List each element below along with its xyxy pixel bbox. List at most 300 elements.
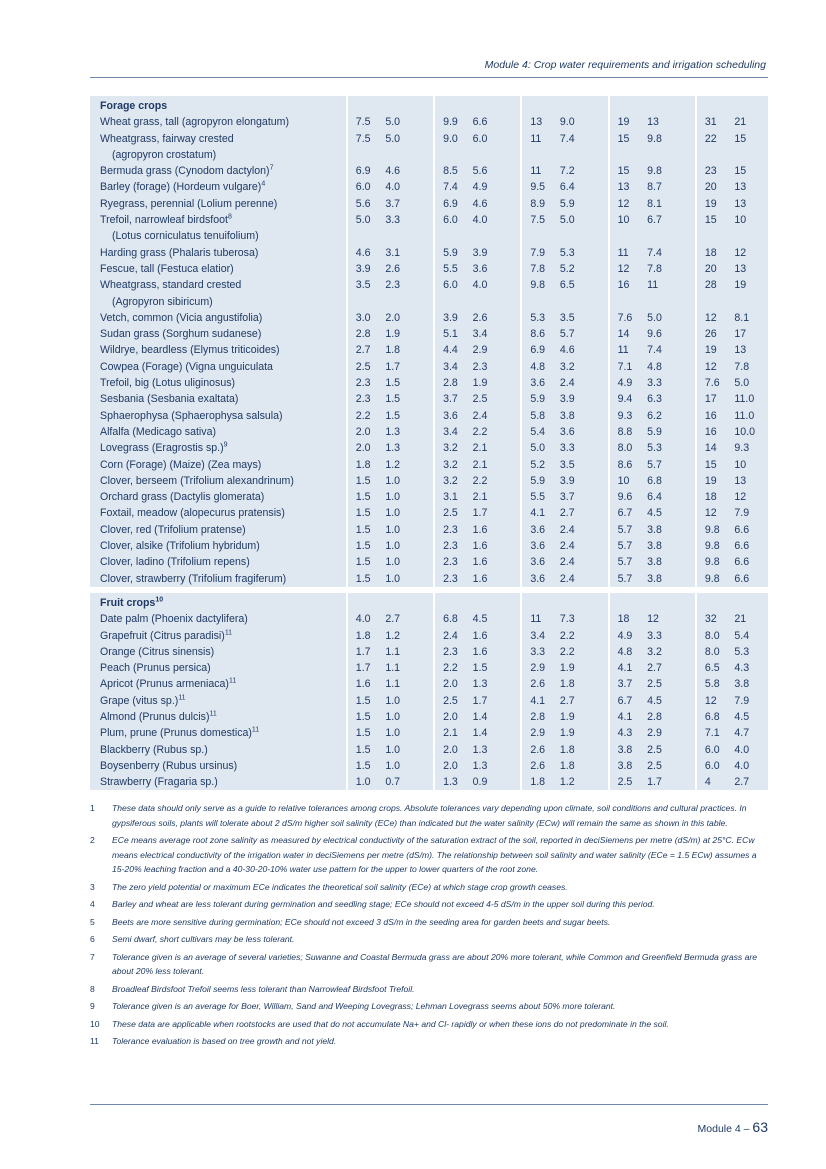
tolerance-value: 2.0	[435, 709, 473, 725]
tolerance-value: 3.5	[348, 277, 386, 310]
tolerance-value: 2.1	[473, 457, 523, 473]
table-row	[90, 611, 768, 627]
tolerance-value: 12	[734, 489, 768, 505]
tolerance-value: 9.8	[697, 554, 735, 570]
tolerance-value: 1.5	[348, 489, 386, 505]
tolerance-value: 1.6	[473, 554, 523, 570]
tolerance-value: 6.0	[473, 131, 523, 164]
tolerance-value: 1.0	[385, 505, 435, 521]
tolerance-value: 4.4	[435, 342, 473, 358]
tolerance-value: 5.3	[647, 440, 697, 456]
footnote	[90, 1034, 768, 1049]
tolerance-value: 4.9	[473, 179, 523, 195]
tolerance-value: 1.6	[473, 522, 523, 538]
tolerance-value: 5.7	[647, 457, 697, 473]
tolerance-value: 3.3	[385, 212, 435, 245]
tolerance-value: 1.3	[473, 742, 523, 758]
tolerance-value: 13	[610, 179, 648, 195]
footnote-ref: 9	[223, 441, 228, 449]
tolerance-value: 32	[697, 611, 735, 627]
tolerance-value: 26	[697, 326, 735, 342]
table-row	[90, 359, 768, 375]
tolerance-value: 20	[697, 179, 735, 195]
tolerance-value: 1.1	[385, 660, 435, 676]
tolerance-value: 3.7	[610, 676, 648, 692]
tolerance-value: 3.0	[348, 310, 386, 326]
tolerance-value: 1.5	[385, 408, 435, 424]
table-row	[90, 114, 768, 130]
tolerance-value: 1.0	[385, 709, 435, 725]
crop-name	[90, 660, 348, 676]
footnote-ref: 11	[224, 628, 233, 636]
tolerance-value: 1.9	[560, 725, 610, 741]
tolerance-value: 6.9	[348, 163, 386, 179]
tolerance-value: 3.8	[560, 408, 610, 424]
tolerance-value: 3.8	[610, 742, 648, 758]
crop-name-text: Blackberry (Rubus sp.)	[100, 743, 208, 756]
tolerance-value: 2.0	[435, 676, 473, 692]
crop-name-text: Almond (Prunus dulcis)	[100, 710, 210, 723]
tolerance-value: 3.8	[647, 571, 697, 587]
crop-name-text: Orange (Citrus sinensis)	[100, 645, 215, 658]
tolerance-value: 2.4	[560, 375, 610, 391]
table-row	[90, 676, 768, 692]
tolerance-value: 3.7	[435, 391, 473, 407]
tolerance-value: 3.6	[560, 424, 610, 440]
tolerance-value: 5.0	[734, 375, 768, 391]
tolerance-value: 5.1	[435, 326, 473, 342]
tolerance-value: 5.9	[435, 245, 473, 261]
footnote	[90, 801, 768, 830]
footnote-text: These data are applicable when rootstocks are used that do not accumulate Na+ and Cl- rapidly or when these ions do not predominate in the soil.	[112, 1018, 669, 1029]
table-row	[90, 489, 768, 505]
tolerance-value: 6.7	[610, 505, 648, 521]
tolerance-value: 1.6	[473, 628, 523, 644]
tolerance-value: 1.5	[348, 554, 386, 570]
crop-name-text: Date palm (Phoenix dactylifera)	[100, 613, 248, 626]
tolerance-value: 1.8	[348, 457, 386, 473]
table-row	[90, 196, 768, 212]
tolerance-value: 2.4	[435, 628, 473, 644]
tolerance-value: 2.0	[435, 758, 473, 774]
tolerance-value: 1.5	[348, 505, 386, 521]
tolerance-value: 1.0	[348, 774, 386, 790]
crop-name-cont: (agropyron crostatum)	[112, 148, 217, 161]
crop-name	[90, 611, 348, 627]
tolerance-value: 1.7	[473, 505, 523, 521]
tolerance-value: 13	[734, 179, 768, 195]
tolerance-value: 6.0	[435, 212, 473, 245]
crop-name-cont: (Lotus corniculatus tenuifolium)	[112, 230, 259, 243]
tolerance-value: 1.8	[522, 774, 560, 790]
tolerance-value: 31	[697, 114, 735, 130]
tolerance-value: 1.8	[560, 758, 610, 774]
tolerance-value: 3.9	[473, 245, 523, 261]
table-row	[90, 375, 768, 391]
tolerance-value: 2.5	[647, 758, 697, 774]
crop-name-text: Corn (Forage) (Maize) (Zea mays)	[100, 458, 262, 471]
table-row	[90, 212, 768, 245]
tolerance-value: 3.2	[435, 473, 473, 489]
crop-name	[90, 359, 348, 375]
tolerance-value: 7.8	[734, 359, 768, 375]
tolerance-value: 1.6	[473, 571, 523, 587]
tolerance-value: 4.9	[610, 628, 648, 644]
tolerance-value: 1.8	[560, 742, 610, 758]
tolerance-value: 3.9	[560, 473, 610, 489]
crop-name	[90, 505, 348, 521]
tolerance-value: 2.6	[522, 676, 560, 692]
tolerance-value: 5.3	[522, 310, 560, 326]
tolerance-value: 9.8	[647, 131, 697, 164]
tolerance-value: 3.8	[647, 538, 697, 554]
tolerance-value: 8.1	[647, 196, 697, 212]
tolerance-value: 4.8	[647, 359, 697, 375]
crop-name-text: Orchard grass (Dactylis glomerata)	[100, 491, 265, 504]
table-row	[90, 310, 768, 326]
tolerance-value: 5.7	[560, 326, 610, 342]
tolerance-value: 3.4	[522, 628, 560, 644]
tolerance-value: 1.7	[348, 660, 386, 676]
tolerance-value: 4.5	[647, 693, 697, 709]
crop-name	[90, 742, 348, 758]
tolerance-value: 5.0	[647, 310, 697, 326]
tolerance-value: 9.8	[697, 522, 735, 538]
crop-name	[90, 693, 348, 709]
tolerance-value: 8.1	[734, 310, 768, 326]
crop-name-text: Grapefruit (Citrus paradisi)	[100, 629, 225, 642]
tolerance-value: 1.5	[348, 571, 386, 587]
crop-name-text: Harding grass (Phalaris tuberosa)	[100, 246, 259, 259]
tolerance-value: 16	[697, 424, 735, 440]
tolerance-value: 14	[610, 326, 648, 342]
tolerance-value: 9.9	[435, 114, 473, 130]
tolerance-value: 6.6	[734, 554, 768, 570]
tolerance-value: 5.7	[610, 571, 648, 587]
tolerance-value: 3.6	[522, 571, 560, 587]
tolerance-value: 2.8	[522, 709, 560, 725]
tolerance-value: 9.6	[647, 326, 697, 342]
tolerance-value: 7.5	[348, 114, 386, 130]
tolerance-value: 8.8	[610, 424, 648, 440]
tolerance-value: 15	[734, 163, 768, 179]
crop-tolerance-table	[90, 96, 768, 790]
footnote-text: Broadleaf Birdsfoot Trefoil seems less tolerant than Narrowleaf Birdsfoot Trefoil.	[112, 983, 415, 994]
crop-name-text: Cowpea (Forage) (Vigna unguiculata	[100, 360, 273, 373]
crop-name	[90, 163, 348, 179]
tolerance-value: 1.9	[473, 375, 523, 391]
tolerance-value: 2.2	[560, 628, 610, 644]
crop-name-text: Wheatgrass, fairway crested	[100, 132, 234, 145]
tolerance-value: 9.8	[697, 571, 735, 587]
tolerance-value: 1.0	[385, 489, 435, 505]
tolerance-value: 9.8	[697, 538, 735, 554]
tolerance-value: 12	[697, 310, 735, 326]
tolerance-value: 18	[697, 489, 735, 505]
tolerance-value: 1.9	[560, 660, 610, 676]
section-header	[90, 593, 768, 611]
tolerance-value: 2.5	[473, 391, 523, 407]
crop-name	[90, 774, 348, 790]
tolerance-value: 6.3	[647, 391, 697, 407]
tolerance-value: 6.5	[697, 660, 735, 676]
tolerance-value: 16	[610, 277, 648, 310]
tolerance-value: 1.9	[560, 709, 610, 725]
tolerance-value: 4.5	[734, 709, 768, 725]
crop-name	[90, 709, 348, 725]
footnote-text: Beets are more sensitive during germination; ECe should not exceed 3 dS/m in the seeding area for garden beets and sugar beets.	[112, 916, 611, 927]
tolerance-value: 5.9	[647, 424, 697, 440]
crop-name	[90, 644, 348, 660]
tolerance-value: 13	[522, 114, 560, 130]
tolerance-value: 1.1	[385, 676, 435, 692]
tolerance-value: 5.2	[522, 457, 560, 473]
footnote-number: 10	[90, 1018, 100, 1029]
footnote-number: 5	[90, 916, 95, 927]
footnote-ref: 11	[251, 726, 260, 734]
table-row	[90, 342, 768, 358]
tolerance-value: 9.3	[610, 408, 648, 424]
tolerance-value: 19	[697, 342, 735, 358]
tolerance-value: 2.2	[473, 424, 523, 440]
crop-name-text: Foxtail, meadow (alopecurus pratensis)	[100, 507, 285, 520]
tolerance-value: 19	[734, 277, 768, 310]
tolerance-value: 2.7	[560, 693, 610, 709]
footnote-number: 6	[90, 934, 95, 944]
tolerance-value: 1.8	[385, 342, 435, 358]
tolerance-value: 8.6	[610, 457, 648, 473]
tolerance-value: 9.5	[522, 179, 560, 195]
tolerance-value: 6.7	[610, 693, 648, 709]
tolerance-value: 2.5	[348, 359, 386, 375]
table-row	[90, 538, 768, 554]
table-row	[90, 277, 768, 310]
tolerance-value: 6.6	[734, 538, 768, 554]
tolerance-value: 4.8	[610, 644, 648, 660]
tolerance-value: 5.2	[560, 261, 610, 277]
tolerance-value: 21	[734, 114, 768, 130]
tolerance-value: 2.3	[348, 391, 386, 407]
tolerance-value: 0.7	[385, 774, 435, 790]
footnote-text: Tolerance evaluation is based on tree growth and not yield.	[112, 1036, 337, 1046]
tolerance-value: 13	[734, 342, 768, 358]
tolerance-value: 7.4	[560, 131, 610, 164]
table-row	[90, 693, 768, 709]
tolerance-value: 1.6	[473, 538, 523, 554]
tolerance-value: 19	[697, 196, 735, 212]
tolerance-value: 4.9	[610, 375, 648, 391]
tolerance-value: 2.3	[348, 375, 386, 391]
footnote-number: 11	[90, 1036, 99, 1046]
tolerance-value: 2.3	[435, 571, 473, 587]
crop-name-text: Sphaerophysa (Sphaerophysa salsula)	[100, 409, 283, 422]
crop-name	[90, 212, 348, 245]
crop-name	[90, 179, 348, 195]
tolerance-value: 2.0	[435, 742, 473, 758]
crop-name	[90, 375, 348, 391]
table-row	[90, 774, 768, 790]
tolerance-value: 6.0	[348, 179, 386, 195]
crop-name	[90, 342, 348, 358]
crop-name-text: Sudan grass (Sorghum sudanese)	[100, 328, 262, 341]
crop-name-text: Wheatgrass, standard crested	[100, 279, 242, 292]
footnote-text: Semi dwarf, short cultivars may be less tolerant.	[112, 934, 295, 944]
tolerance-value: 8.0	[610, 440, 648, 456]
tolerance-value: 18	[610, 611, 648, 627]
crop-name	[90, 725, 348, 741]
tolerance-value: 17	[734, 326, 768, 342]
tolerance-value: 15	[734, 131, 768, 164]
tolerance-value: 15	[610, 163, 648, 179]
tolerance-value: 3.6	[435, 408, 473, 424]
tolerance-value: 6.5	[560, 277, 610, 310]
tolerance-value: 12	[697, 693, 735, 709]
crop-name	[90, 131, 348, 164]
tolerance-value: 11	[522, 163, 560, 179]
tolerance-value: 2.7	[734, 774, 768, 790]
tolerance-value: 3.8	[647, 554, 697, 570]
tolerance-value: 2.7	[647, 660, 697, 676]
tolerance-value: 5.0	[385, 131, 435, 164]
tolerance-value: 5.8	[697, 676, 735, 692]
footnote-text: These data should only serve as a guide to relative tolerances among crops. Absolute tolerances vary depending upon climate, soil conditions and cultural practices. In gypsiferous soils, plants will tolerate about 2 dS/m higher soil salinity (ECe) than indicated but the water salinity (ECw) will remain the same as shown in this table.	[112, 803, 747, 828]
crop-name-text: Lovegrass (Eragrostis sp.)	[100, 442, 224, 455]
tolerance-value: 5.0	[348, 212, 386, 245]
tolerance-value: 6.8	[647, 473, 697, 489]
crop-name-cont: (Agropyron sibiricum)	[112, 295, 213, 308]
crop-name-text: Apricot (Prunus armeniaca)	[100, 678, 229, 691]
tolerance-value: 2.5	[435, 505, 473, 521]
crop-name	[90, 261, 348, 277]
tolerance-value: 4.3	[734, 660, 768, 676]
tolerance-value: 11	[522, 131, 560, 164]
crop-name-text: Clover, alsike (Trifolium hybridum)	[100, 540, 260, 553]
tolerance-value: 3.3	[522, 644, 560, 660]
footnote-text: ECe means average root zone salinity as measured by electrical conductivity of the saturation extract of the soil, reported in deciSiemens per metre (dS/m) at 25°C. ECw means electrical conductivity of the irrigation water in deciSiemens per metre (dS/m). The relationship between soil salinity and water salinity (ECe = 1.5 ECw) assumes a 15-20% leaching fraction and a 40-30-20-10% water use pattern for the upper to lower quarters of the root zone.	[112, 835, 757, 874]
tolerance-value: 2.3	[435, 522, 473, 538]
tolerance-value: 4.7	[734, 725, 768, 741]
table-row	[90, 505, 768, 521]
footnote-text: Barley and wheat are less tolerant during germination and seedling stage; ECe should not exceed 4-5 dS/m in the upper soil during this period.	[112, 899, 655, 909]
tolerance-value: 3.2	[560, 359, 610, 375]
table-row	[90, 424, 768, 440]
tolerance-value: 12	[610, 261, 648, 277]
tolerance-value: 5.6	[348, 196, 386, 212]
tolerance-value: 1.2	[385, 457, 435, 473]
tolerance-value: 9.4	[610, 391, 648, 407]
page-number: 63	[752, 1119, 768, 1135]
tolerance-value: 3.5	[560, 457, 610, 473]
tolerance-value: 5.6	[473, 163, 523, 179]
tolerance-value: 4.6	[348, 245, 386, 261]
footnote-ref: 11	[178, 694, 186, 702]
crop-name-text: Boysenberry (Rubus ursinus)	[100, 759, 238, 772]
tolerance-value: 7.6	[610, 310, 648, 326]
tolerance-value: 22	[697, 131, 735, 164]
crop-name-text: Trefoil, big (Lotus uliginosus)	[100, 377, 236, 390]
tolerance-value: 2.3	[435, 554, 473, 570]
tolerance-value: 2.2	[348, 408, 386, 424]
tolerance-value: 13	[734, 261, 768, 277]
tolerance-value: 4.8	[522, 359, 560, 375]
tolerance-value: 7.9	[734, 505, 768, 521]
tolerance-value: 2.1	[473, 440, 523, 456]
tolerance-value: 3.4	[435, 359, 473, 375]
tolerance-value: 5.8	[522, 408, 560, 424]
tolerance-value: 1.3	[435, 774, 473, 790]
crop-name-text: Clover, strawberry (Trifolium fragiferum)	[100, 572, 287, 585]
footnote-number: 7	[90, 951, 95, 962]
tolerance-value: 2.8	[435, 375, 473, 391]
tolerance-value: 5.0	[522, 440, 560, 456]
crop-name	[90, 114, 348, 130]
tolerance-value: 9.8	[522, 277, 560, 310]
tolerance-value: 9.8	[647, 163, 697, 179]
crop-name	[90, 628, 348, 644]
tolerance-value: 2.7	[348, 342, 386, 358]
table-row	[90, 163, 768, 179]
tolerance-value: 12	[610, 196, 648, 212]
tolerance-value: 3.9	[348, 261, 386, 277]
tolerance-value: 6.8	[435, 611, 473, 627]
tolerance-value: 3.6	[473, 261, 523, 277]
tolerance-value: 6.8	[697, 709, 735, 725]
tolerance-value: 2.6	[522, 758, 560, 774]
tolerance-value: 4.1	[610, 660, 648, 676]
footnote-number: 4	[90, 899, 95, 909]
crop-name	[90, 440, 348, 456]
footnote-number: 8	[90, 983, 95, 994]
section-header	[90, 96, 768, 114]
tolerance-value: 6.7	[647, 212, 697, 245]
tolerance-value: 23	[697, 163, 735, 179]
table-row	[90, 571, 768, 587]
crop-name	[90, 424, 348, 440]
tolerance-value: 3.8	[734, 676, 768, 692]
tolerance-value: 1.5	[385, 375, 435, 391]
tolerance-value: 7.6	[697, 375, 735, 391]
tolerance-value: 4.5	[647, 505, 697, 521]
footnote-text: Tolerance given is an average of several varieties; Suwanne and Coastal Bermuda grass are about 20% more tolerant, while Common and Greenfield Bermuda grass are about 20% less tolerant.	[112, 951, 758, 976]
tolerance-value: 3.3	[647, 628, 697, 644]
tolerance-value: 12	[647, 611, 697, 627]
tolerance-value: 1.0	[385, 522, 435, 538]
tolerance-value: 2.4	[560, 538, 610, 554]
footnote-ref: 11	[228, 677, 237, 685]
tolerance-value: 3.4	[435, 424, 473, 440]
tolerance-value: 6.6	[734, 522, 768, 538]
tolerance-value: 18	[697, 245, 735, 261]
footnote	[90, 982, 768, 997]
tolerance-value: 7.1	[610, 359, 648, 375]
crop-name-text: Barley (forage) (Hordeum vulgare)	[100, 181, 262, 194]
tolerance-value: 4.6	[385, 163, 435, 179]
crop-name-text: Grape (vitus sp.)	[100, 694, 179, 707]
tolerance-value: 2.4	[560, 571, 610, 587]
crop-name	[90, 473, 348, 489]
footnote	[90, 897, 768, 912]
tolerance-value: 1.3	[473, 676, 523, 692]
tolerance-value: 11	[522, 611, 560, 627]
crop-name-text: Clover, red (Trifolium pratense)	[100, 523, 246, 536]
tolerance-value: 1.2	[385, 628, 435, 644]
tolerance-value: 3.2	[435, 457, 473, 473]
tolerance-value: 11	[610, 245, 648, 261]
table-row	[90, 326, 768, 342]
tolerance-value: 14	[697, 440, 735, 456]
tolerance-value: 1.5	[348, 725, 386, 741]
tolerance-value: 2.7	[385, 611, 435, 627]
